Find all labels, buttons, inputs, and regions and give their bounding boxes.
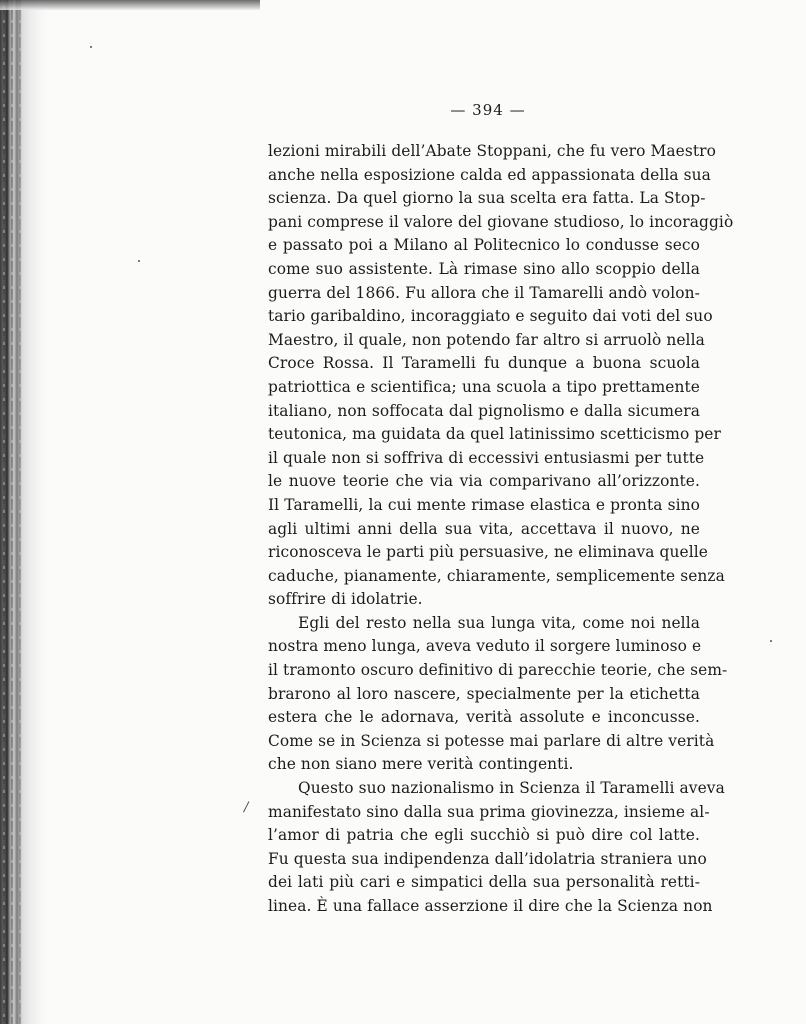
text-line: Come se in Scienza si potesse mai parlare di altre verità [268,731,715,750]
page-number: — 394 — [450,101,526,119]
text-line: Il Taramelli, la cui mente rimase elastica e pronta sino [268,495,700,514]
scan-speck [90,46,92,48]
text-line: brarono al loro nascere, specialmente per la etichetta [268,684,700,703]
text-line: che non siano mere verità contingenti. [268,755,574,774]
text-line: caduche, pianamente, chiaramente, semplicemente senza [268,566,725,585]
text-line: soffrire di idolatrie. [268,590,423,609]
text-line: Maestro, il quale, non potendo far altro si arruolò nella [268,330,705,349]
body-text [268,140,734,919]
text-line: tario garibaldino, incoraggiato e seguito dai voti del suo [268,307,713,326]
scan-speck [770,640,772,642]
text-line: patriottica e scientifica; una scuola a tipo prettamente [268,377,700,396]
text-line: l’amor di patria che egli succhiò si può dire col latte. [268,826,700,845]
text-line: estera che le adornava, verità assolute e inconcusse. [268,708,700,727]
text-line: nostra meno lunga, aveva veduto il sorgere luminoso e [268,637,702,656]
text-line: linea. È una fallace asserzione il dire che la Scienza non [268,897,713,915]
text-line: scienza. Da quel giorno la sua scelta era fatta. La Stop- [268,189,706,208]
text-line: riconosceva le parti più persuasive, ne eliminava quelle [268,543,708,562]
text-line: Questo suo nazionalismo in Scienza il Taramelli aveva [298,779,725,798]
binding-streak [19,0,21,1024]
text-line: guerra del 1866. Fu allora che il Tamarelli andò volon- [268,283,700,302]
text-line: lezioni mirabili dell’Abate Stoppani, che fu vero Maestro [268,142,716,160]
text-line: come suo assistente. Là rimase sino allo scoppio della [268,259,700,278]
text-line: anche nella esposizione calda ed appassionata della sua [268,165,711,184]
text-line: dei lati più cari e simpatici della sua personalità retti- [268,873,700,892]
text-line: pani comprese il valore del giovane studioso, lo incoraggiò [268,212,734,231]
text-line: italiano, non soffocata dal pignolismo e dalla sicumera [268,401,700,420]
book-binding-edge [0,0,48,1024]
text-line: le nuove teorie che via via comparivano all’orizzonte. [268,472,700,491]
text-line: Egli del resto nella sua lunga vita, come noi nella [298,613,700,632]
scan-top-edge [0,0,260,10]
text-line: il tramonto oscuro definitivo di parecchie teorie, che sem- [268,661,728,680]
text-line: e passato poi a Milano al Politecnico lo condusse seco [268,236,700,255]
text-line: Fu questa sua indipendenza dall’idolatria straniera uno [268,849,707,868]
margin-mark: / [244,800,249,815]
scan-speck [138,260,140,262]
text-line: Croce Rossa. Il Taramelli fu dunque a buona scuola [268,354,700,373]
binding-streak [11,0,13,1024]
binding-streak [3,0,5,1024]
text-line: agli ultimi anni della sua vita, accettava il nuovo, ne [268,519,700,538]
text-line: manifestato sino dalla sua prima giovinezza, insieme al- [268,802,710,821]
text-line: il quale non si soffriva di eccessivi entusiasmi per tutte [268,448,705,467]
text-line: teutonica, ma guidata da quel latinissimo scetticismo per [268,425,721,444]
